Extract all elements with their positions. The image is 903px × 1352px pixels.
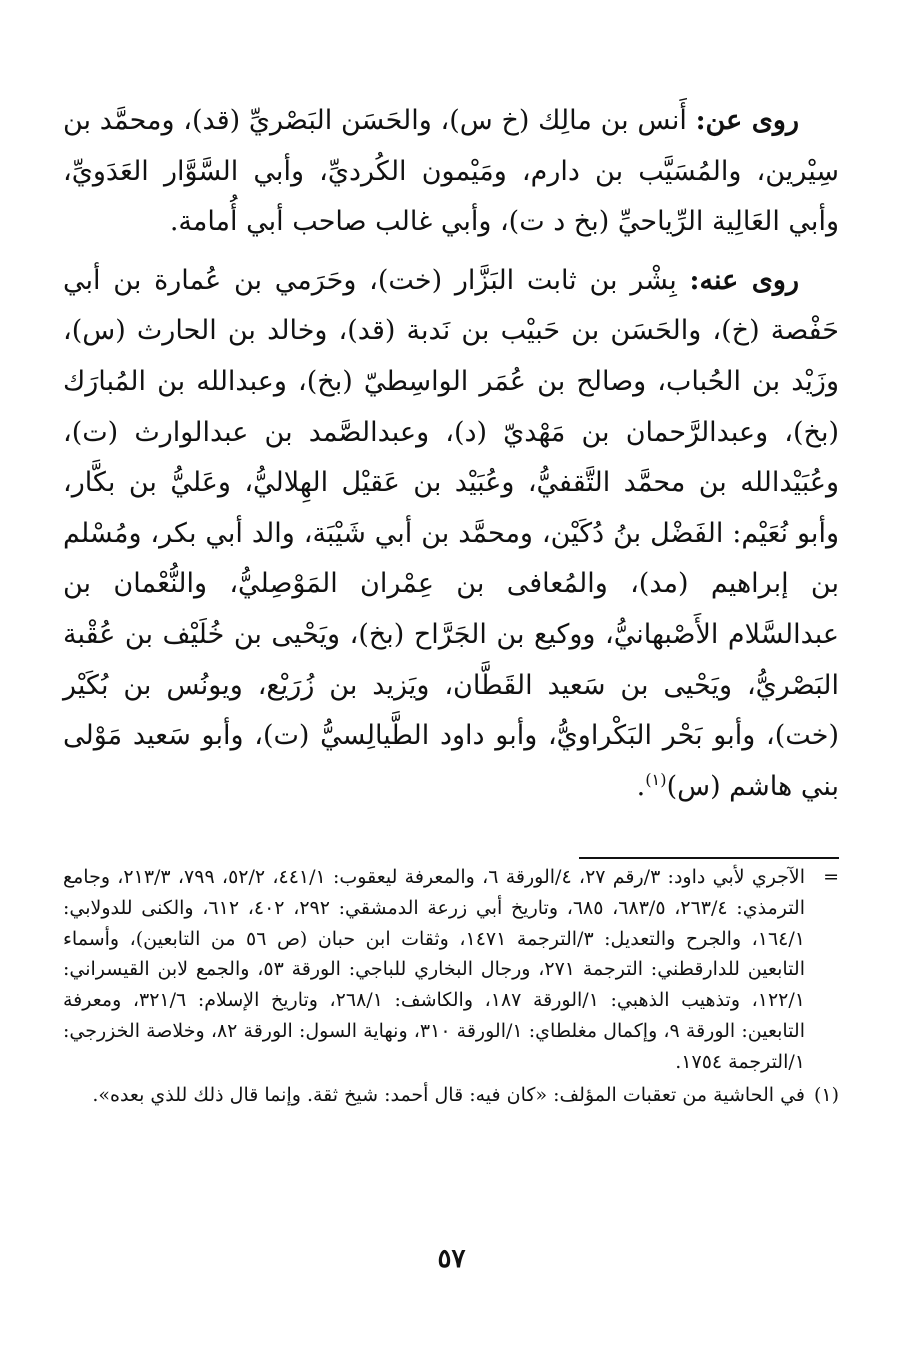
footnote-divider bbox=[579, 857, 839, 859]
narrated-from-paragraph bbox=[63, 96, 839, 248]
narrators-from-him-text: بِشْر بن ثابت البَزَّار (خت)، وحَرَمي بن عُمارة بن أبي حَفْصة (خ)، والحَسَن بن حَبيْب بن نَدبة (قد)، وخالد بن الحارث (س)، وزَيْد بن الحُباب، وصالح بن عُمَر الواسِطيّ (بخ)، وعبدالله بن المُبارَك (بخ)، وعبدالرَّحمان بن مَهْديّ (د)، وعبدالصَّمد بن عبدالوارث (ت)، وعُبَيْدالله بن محمَّد التَّقفيُّ، وعُبَيْد بن عَقيْل الهِلاليُّ، وعَليُّ بن بكَّار، وأبو نُعَيْم: الفَضْل بنُ دُكَيْن، ومحمَّد بن أبي شَيْبَة، والد أبي بكر، ومُسْلم بن إبراهيم (مد)، والمُعافى بن عِمْران المَوْصِليُّ، والنُّعْمان بن عبدالسَّلام الأَصْبهانيُّ، ووكيع بن الجَرَّاح (بخ)، ويَحْيى بن خُلَيْف بن عُقْبة البَصْريُّ، ويَحْيى بن سَعيد القَطَّان، ويَزيد بن زُرَيْع، ويونُس بن بُكَيْر (خت)، وأبو بَحْر البَكْراويُّ، وأبو داود الطَّيالِسيُّ (ت)، وأبو سَعيد مَوْلى بني هاشم (س) bbox=[63, 264, 839, 802]
narrated-from-heading: روى عن: bbox=[695, 105, 799, 136]
footnote-1-marker: (١) bbox=[813, 1083, 839, 1106]
main-text bbox=[63, 96, 839, 820]
footnote-1-text: في الحاشية من تعقبات المؤلف: «كان فيه: قال أحمد: شيخ ثقة. وإنما قال ذلك للذي بعده». bbox=[92, 1083, 805, 1106]
page-number: ٥٧ bbox=[437, 1244, 466, 1274]
footnote-reference: (١) bbox=[645, 769, 667, 789]
footnote-1 bbox=[63, 1080, 839, 1111]
narrated-from-text: أَنس بن مالِك (خ س)، والحَسَن البَصْريِّ (قد)، ومحمَّد بن سِيْرين، والمُسَيَّب بن دارم، ومَيْمون الكُرديِّ، وأبي السَّوَّار العَدَويِّ، وأبي العَالِية الرِّياحيِّ (بخ د ت)، وأبي غالب صاحب أبي أُمامة. bbox=[63, 105, 839, 238]
footnote-continuation bbox=[63, 862, 839, 1078]
narrators-from-him-paragraph bbox=[63, 256, 839, 813]
footnote-continuation-marker: = bbox=[823, 866, 839, 888]
paragraph-end-mark: . bbox=[636, 770, 646, 802]
footnote-continuation-text: الآجري لأبي داود: ٣/رقم ٢٧، ٤/الورقة ٦، والمعرفة ليعقوب: ٤٤١/١، ٥٢/٢، ٧٩٩، ٢١٣/٣، وجامع الترمذي: ٢٦٣/٤، ٦٨٣/٥، ٦٨٥، وتاريخ أبي زرعة الدمشقي: ٢٩٢، ٤٠٢، ٦١٢، والكنى للدولابي: ١٦٤/١، والجرح والتعديل: ٣/الترجمة ١٤٧١، وثقات ابن حبان (ص ٥٦ من التابعين)، وأسماء التابعين للدارقطني: الترجمة ٢٧١، ورجال البخاري للباجي: الورقة ٥٣، والجمع لابن القيسراني: ١٢٢/١، وتذهيب الذهبي: ١/الورقة ١٨٧، والكاشف: ٢٦٨/١، وتاريخ الإسلام: ٣٢١/٦، ومعرفة التابعين: الورقة ٩، وإكمال مغلطاي: ١/الورقة ٣١٠، ونهاية السول: الورقة ٨٢، وخلاصة الخزرجي: ١/الترجمة ١٧٥٤. bbox=[63, 866, 806, 1073]
narrators-from-him-heading: روى عنه: bbox=[689, 264, 799, 296]
footnotes bbox=[63, 862, 839, 1110]
